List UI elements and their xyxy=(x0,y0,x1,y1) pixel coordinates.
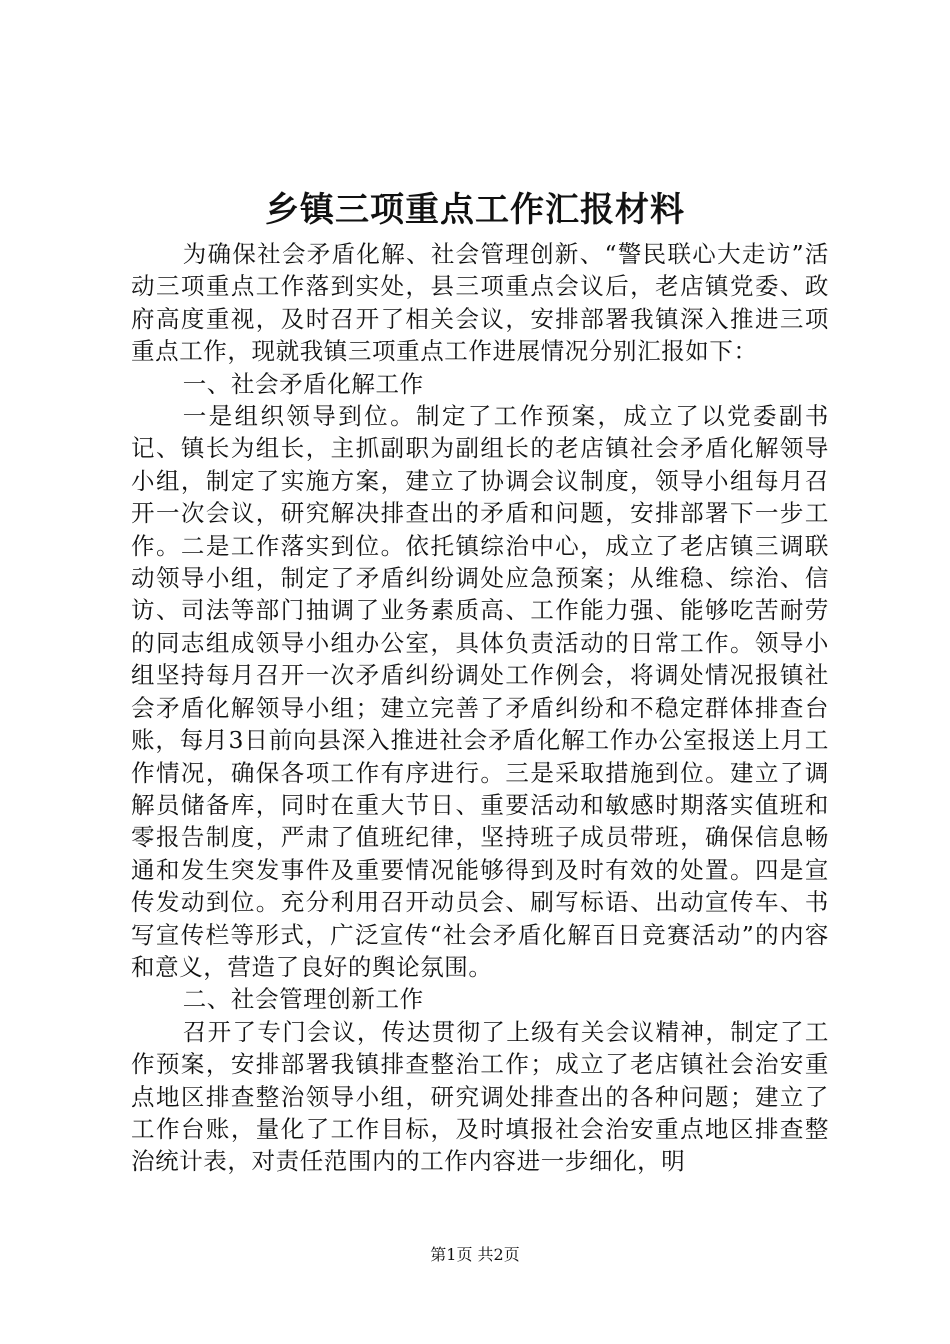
intro-paragraph: 为确保社会矛盾化解、社会管理创新、“警民联心大走访”活动三项重点工作落到实处，县三项重点会议后，老店镇党委、政府高度重视，及时召开了相关会议，安排部署我镇深入推进三项重点工作，现就我镇三项重点工作进展情况分别汇报如下： xyxy=(131,240,829,366)
section-2-paragraph: 召开了专门会议，传达贯彻了上级有关会议精神，制定了工作预案，安排部署我镇排查整治工作；成立了老店镇社会治安重点地区排查整治领导小组，研究调处排查出的各种问题；建立了工作台账，量化了工作目标，及时填报社会治安重点地区排查整治统计表，对责任范围内的工作内容进一步细化，明 xyxy=(131,1017,829,1176)
section-1-paragraph: 一是组织领导到位。制定了工作预案，成立了以党委副书记、镇长为组长，主抓副职为副组长的老店镇社会矛盾化解领导小组，制定了实施方案，建立了协调会议制度，领导小组每月召开一次会议，研究解决排查出的矛盾和问题，安排部署下一步工作。二是工作落实到位。依托镇综治中心，成立了老店镇三调联动领导小组，制定了矛盾纠纷调处应急预案；从维稳、综治、信访、司法等部门抽调了业务素质高、工作能力强、能够吃苦耐劳的同志组成领导小组办公室，具体负责活动的日常工作。领导小组坚持每月召开一次矛盾纠纷调处工作例会，将调处情况报镇社会矛盾化解领导小组；建立完善了矛盾纠纷和不稳定群体排查台账，每月3日前向县深入推进社会矛盾化解工作办公室报送上月工作情况，确保各项工作有序进行。三是采取措施到位。建立了调解员储备库，同时在重大节日、重要活动和敏感时期落实值班和零报告制度，严肃了值班纪律，坚持班子成员带班，确保信息畅通和发生突发事件及重要情况能够得到及时有效的处置。四是宣传发动到位。充分利用召开动员会、刷写标语、出动宣传车、书写宣传栏等形式，广泛宣传“社会矛盾化解百日竞赛活动”的内容和意义，营造了良好的舆论氛围。 xyxy=(131,402,829,981)
section-2-heading: 二、社会管理创新工作 xyxy=(182,985,424,1014)
document-body xyxy=(131,238,829,1178)
page-number-footer: 第1页 共2页 xyxy=(430,1245,520,1264)
section-1-heading: 一、社会矛盾化解工作 xyxy=(182,369,424,398)
document-title: 乡镇三项重点工作汇报材料 xyxy=(265,190,685,230)
